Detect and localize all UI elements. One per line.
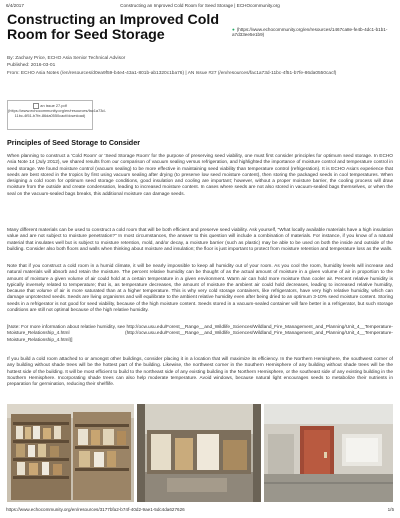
pdf-download-url[interactable]: (https://www.echocommunity.org/en/resources/fac1a73d-11bc-4f51-b7fe-86da0550cacf/download) [8, 108, 106, 118]
print-page-title: Constructing an Improved Cold Room for Seed Storage | ECHOcommunity.org [120, 3, 280, 8]
article-title: Constructing an Improved Cold Room for Seed Storage [7, 12, 220, 43]
published-date: Published: 2016-03-01 [7, 63, 56, 68]
print-footer [6, 507, 394, 515]
photo-cold-room-interior [137, 404, 261, 502]
print-header [6, 3, 394, 11]
pdf-filename[interactable]: an issue 27.pdf [40, 103, 67, 109]
print-date: 6/4/2017 [6, 3, 24, 8]
resource-link-text[interactable]: (https://www.echocommunity.org/en/resources/1467ca8e-fe4b-4dc1-b1b1-a7d33ee5e1b9) [232, 27, 388, 37]
paragraph-seed-storage-principles: When planning to construct a ‘Cold Room’ or ‘Seed Storage Room’ for the purpose of preserving seed viability, one must first consider principles for optimum seed storage. In ECHO Asia Note 14 (July 2012), we shared results from our comparison of vacuum sealing versus refrigeration, and highlighted the importance of moisture control and temperature control in seed storage. We found moisture control (vacuum sealing) to be more effective in maintaining seed viability than temperature control (refrigeration). It is ECHO Asia’s experience that seeds are best stored in the tropics by first using vacuum sealing after drying (to preserve low seed moisture content), then storing the packaged seeds in cool temperatures. When designing a cold room for optimum seed storage conditions, good insulation and cooling are important; however, without a proper moisture barrier, the cooling process will draw moisture from the outside and create condensation, leading to increased moisture content. In cases where seeds are not also stored in vacuum-sealed bags themselves, or when the seal on the vacuum-sealed bags breaks, this additional moisture can damage seeds. [7, 154, 393, 197]
paragraph-materials: Many different materials can be used to construct a cold room that will be both efficient and preserve seed viability. Ask yourself, “What locally available materials have a high insulation value and are not subject to moisture penetration?” In most circumstances, the answer to this question will include a combination of materials. For instance, if you know of a natural material that insulates well but is subject to moisture retention, mold, and/or decay, a moisture barrier (such as plastic) may be able to be used on both the inside and outside of the building. Consider also both floors and walls when thinking about moisture and insulation; the floor is just important to protect from moisture retention and temperature loss as the walls. [7, 228, 393, 252]
pdf-download-box[interactable] [7, 100, 106, 130]
link-icon: ● [232, 27, 235, 32]
photo-cold-room-exterior [264, 404, 393, 502]
photo-cold-room-shelves [7, 404, 134, 502]
source-line[interactable]: From: ECHO Asia Notes (/en/resources/d0ea9f59-b4e4-43a1-801b-ab1320c1ba76) | AN Issue #27 (/en/resources/fac1a73d-11bc-4f51-b7fe-86da0550cacf) [7, 71, 337, 76]
paragraph-humidity-note[interactable]: [Note: For more information about relative humidity, see http://ocw.usu.edu/Forest__Range__and_Wildlife_Sciences/Wildland_Fire_Management_and_Planning/Unit_4__Temperature-Moisture_Relationship_4.html (http://ocw.usu.edu/Forest__Range__and_Wildlife_Sciences/Wildland_Fire_Management_and_Planning/Unit_4__Temperature-Moisture_Relationship_4.html)] [7, 325, 393, 343]
paragraph-location: If you build a cold room attached to or amongst other buildings, consider placing it in a location that will maximize its efficiency. In the Northern Hemisphere, the southwest corner of any building without shade trees will be the hottest part of the building. Likewise, the northwest corner in the Southern Hemisphere of any building without shade trees will be the hottest side of the building. It will be most efficient to build to the northeast side of any existing building in the Northern Hemisphere, or the southeast side of any existing building in the Southern Hemisphere. Incorporating shade trees can also help moderate temperature. Avoid windows, because natural light encourages seeds to metabolize their nutrients in preparation for germination, reducing their shelflife. [7, 357, 393, 387]
author-line: By: Zachary Price, ECHO Asia Senior Technical Advisor [7, 56, 126, 61]
print-url[interactable]: https://www.echocommunity.org/en/resources/3177bfa2-b74f-40d2-9ae1-5dc4da627626 [6, 507, 185, 512]
resource-link[interactable] [232, 27, 400, 37]
print-page-number: 1/5 [387, 507, 394, 512]
photo-strip [7, 404, 393, 502]
paragraph-humidity: Note that if you construct a cold room in a humid climate, it will be nearly impossible to keep all humidity out of your room. As you cool the room, humidity levels will increase and natural materials will absorb and retain the moisture. The percent relative humidity can be thought of as the actual amount of moisture in a given volume of air in proportion to the amount of moisture a given volume of air could hold at a certain temperature in a given environment. Warm air can hold more moisture than cooler air. Percent relative humidity is typically inversely related to temperature; that is, as temperature decreases, the amount of moisture the ambient air could hold decreases, leading to increased relative humidity, because that volume of air is more saturated than at a higher temperature. This is why very cold storage containers, like refrigerators, have very high relative humidity, which can damage unprotected seeds. Seeds are living organisms and will equilibrate to the ambient relative humidity even after being dried to an optimum 3-10% seed moisture content. Storing seeds in a refrigerator is not good for seed viability, because of the high moisture content. Seeds stored in a vacuum-sealed container will fare better in a refrigerator, but such storage conditions are still not optimal because of the high relative humidity. [7, 264, 393, 313]
section-heading: Principles of Seed Storage to Consider [7, 138, 140, 147]
